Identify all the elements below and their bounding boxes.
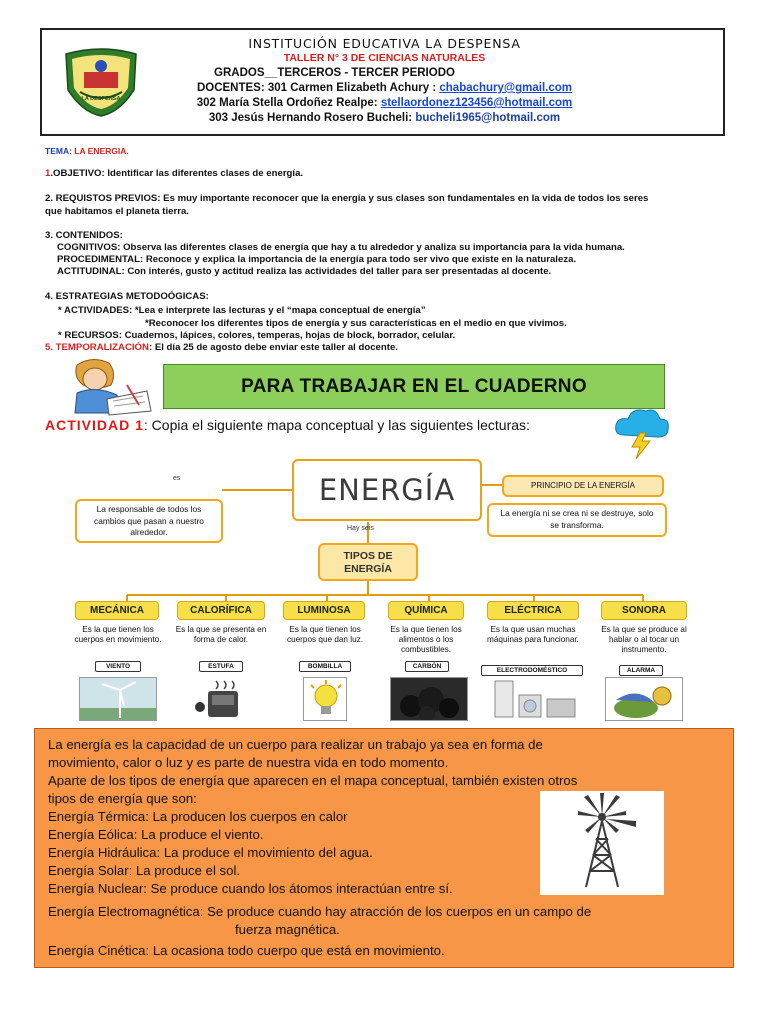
- teacher3-line: 303 Jesús Hernando Rosero Bucheli: bucheli1965@hotmail.com: [208, 112, 561, 124]
- procedimental-line: PROCEDIMENTAL: Reconoce y explica la importancia de la energía para todo ser vivo que existe en la naturaleza.: [57, 254, 577, 265]
- recursos-line: * RECURSOS: Cuadernos, lápices, colores, temperas, hojas de block, borrador, celular.: [58, 330, 456, 341]
- actividades-line-2: *Reconocer los diferentes tipos de energía y sus características en el medio en que vivimos.: [145, 318, 567, 329]
- coal-image: [390, 677, 468, 721]
- example-tag-viento: VIENTO: [95, 661, 141, 672]
- concept-map: [47, 455, 727, 725]
- desc-electrica: Es la que usan muchas máquinas para funcionar.: [487, 625, 579, 644]
- reading-line-1: La energía es la capacidad de un cuerpo para realizar un trabajo ya sea en forma de: [48, 737, 543, 752]
- reading-line-11: fuerza magnética.: [235, 922, 340, 937]
- reading-line-10: Energía Electromagnética: Se produce cuando hay atracción de los cuerpos en un campo de: [48, 904, 592, 919]
- cognitivos-line: COGNITIVOS: Observa las diferentes clases de energía que hay a tu alrededor y analiza su importancia para la vida humana.: [57, 242, 625, 253]
- reading-line-7: Energía Hidráulica: La produce el movimiento del agua.: [48, 845, 373, 860]
- example-tag-bombilla: BOMBILLA: [299, 661, 351, 672]
- objetivo-line: 1.OBJETIVO: Identificar las diferentes clases de energía.: [45, 168, 304, 179]
- windmill-image: [540, 791, 664, 895]
- desc-quimica: Es la que tienen los alimentos o los combustibles.: [390, 625, 462, 654]
- example-tag-electrodomestico: ELECTRODOMÉSTICO: [481, 665, 583, 676]
- light-bulb-image: [303, 677, 347, 721]
- temporalizacion-line: 5. TEMPORALIZACIÓN: El día 25 de agosto debe enviar este taller al docente.: [45, 342, 398, 353]
- category-sonora: SONORA: [601, 601, 687, 620]
- estrategias-heading: 4. ESTRATEGIAS METODOÓGICAS:: [45, 291, 209, 302]
- email-link-2[interactable]: stellaordonez123456@hotmail.com: [380, 97, 573, 109]
- document-header: [40, 28, 725, 136]
- es-connector-label: es: [173, 475, 181, 482]
- institution-name: INSTITUCIÓN EDUCATIVA LA DESPENSA: [248, 36, 521, 51]
- reading-line-9: Energía Nuclear: Se produce cuando los átomos interactúan entre sí.: [48, 881, 453, 896]
- svg-text:LA DESPENSA: LA DESPENSA: [81, 96, 121, 102]
- stove-image: [190, 677, 258, 721]
- actitudinal-line: ACTITUDINAL: Con interés, gusto y actitud realiza las actividades del taller para ser presentadas al docente.: [57, 266, 552, 277]
- email-3: bucheli1965@hotmail.com: [415, 112, 561, 124]
- reading-line-3: Aparte de los tipos de energía que aparecen en el mapa conceptual, también existen otros: [48, 773, 578, 788]
- grados-line: GRADOS__TERCEROS - TERCER PERIODO: [214, 67, 455, 79]
- appliances-image: [487, 677, 581, 721]
- category-quimica: QUÍMICA: [388, 601, 464, 620]
- reading-line-5: Energía Térmica: La producen los cuerpos en calor: [48, 809, 348, 824]
- principle-text-box: La energía ni se crea ni se destruye, solo se transforma.: [487, 503, 667, 537]
- actividades-line: * ACTIVIDADES: *Lea e interprete las lecturas y el “mapa conceptual de energía”: [58, 305, 426, 316]
- category-electrica: ELÉCTRICA: [487, 601, 579, 620]
- reading-line-8: Energía Solar: La produce el sol.: [48, 863, 241, 878]
- reading-box: [34, 728, 734, 968]
- hay-seis-label: Hay seis: [347, 525, 374, 532]
- requisitos-line-2: que habitamos el planeta tierra.: [45, 206, 189, 217]
- desc-calorifica: Es la que se presenta en forma de calor.: [175, 625, 267, 644]
- energia-title-box: ENERGÍA: [292, 459, 482, 521]
- requisitos-line-1: 2. REQUISTOS PREVIOS: Es muy importante reconocer que la energía y sus clases son fundamentales en la vida de todos los seres: [45, 193, 649, 204]
- reading-line-12: Energía Cinética: La ocasiona todo cuerpo que está en movimiento.: [48, 943, 445, 958]
- desc-luminosa: Es la que tienen los cuerpos que dan luz.: [286, 625, 363, 644]
- example-tag-carbon: CARBÓN: [405, 661, 449, 672]
- tipos-energia-box: TIPOS DE ENERGÍA: [318, 543, 418, 581]
- teacher2-line: 302 María Stella Ordoñez Realpe: stellaordonez123456@hotmail.com: [196, 97, 573, 109]
- example-tag-estufa: ESTUFA: [199, 661, 243, 672]
- contenidos-heading: 3. CONTENIDOS:: [45, 230, 123, 241]
- student-writing-illustration: [47, 355, 157, 417]
- cuaderno-banner: PARA TRABAJAR EN EL CUADERNO: [163, 364, 665, 409]
- tema-line: TEMA: LA ENERGIA.: [45, 146, 129, 156]
- docentes-line: DOCENTES: 301 Carmen Elizabeth Achury : chabachury@gmail.com: [196, 82, 573, 94]
- category-calorifica: CALORÍFICA: [177, 601, 265, 620]
- example-tag-alarma: ALARMA: [619, 665, 663, 676]
- activity-1-line: ACTIVIDAD 1: Copia el siguiente mapa conceptual y las siguientes lecturas:: [45, 417, 530, 433]
- wind-turbine-image: [79, 677, 157, 721]
- reading-line-6: Energía Eólica: La produce el viento.: [48, 827, 264, 842]
- definition-box: La responsable de todos los cambios que pasan a nuestro alrededor.: [75, 499, 223, 543]
- email-link-1[interactable]: chabachury@gmail.com: [439, 82, 573, 94]
- storm-cloud-icon: [612, 405, 672, 461]
- taller-title: TALLER N° 3 DE CIENCIAS NATURALES: [283, 52, 486, 64]
- alarm-image: [605, 677, 683, 721]
- category-luminosa: LUMINOSA: [283, 601, 365, 620]
- reading-line-4: tipos de energía que son:: [48, 791, 197, 806]
- category-mecanica: MECÁNICA: [75, 601, 159, 620]
- principle-title-box: PRINCIPIO DE LA ENERGÍA: [502, 475, 664, 497]
- reading-line-2: movimiento, calor o luz y es parte de nuestra vida en todo momento.: [48, 755, 449, 770]
- desc-sonora: Es la que se produce al hablar o al tocar un instrumento.: [601, 625, 687, 654]
- desc-mecanica: Es la que tienen los cuerpos en movimiento.: [74, 625, 162, 644]
